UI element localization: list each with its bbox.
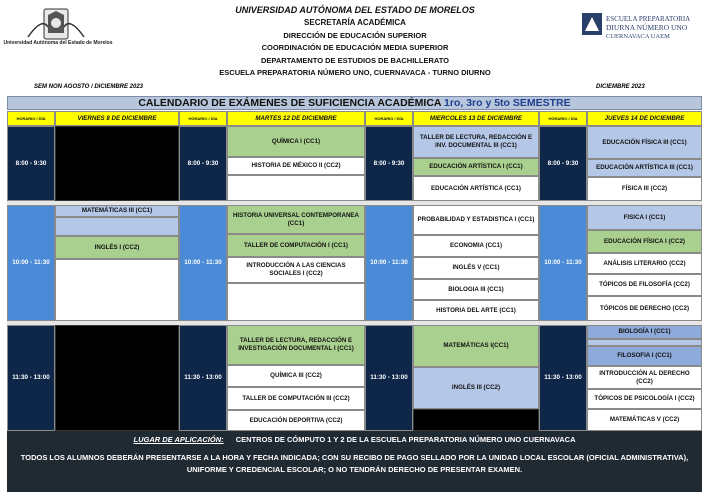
day-header-martes: MARTES 12 DE DICIEMBRE xyxy=(227,111,365,126)
time-slot-1-col3: 8:00 - 9:30 xyxy=(365,126,413,201)
time-slot-3-col4: 11:30 - 13:00 xyxy=(539,325,587,431)
lugar-label: LUGAR DE APLICACIÓN: xyxy=(133,435,224,444)
exam-cell: TALLER DE LECTURA, REDACCIÓN E INV. DOCUMENTAL III (CC1) xyxy=(413,126,539,158)
exam-cell: EDUCACIÓN ARTÍSTICA I (CC1) xyxy=(413,158,539,176)
exam-cell: TÓPICOS DE FILOSOFÍA (CC2) xyxy=(587,274,702,296)
semester-label: SEM NON AGOSTO / DICIEMBRE 2023 xyxy=(34,84,144,90)
empty-cell xyxy=(227,175,365,201)
time-slot-3-col2: 11:30 - 13:00 xyxy=(179,325,227,431)
exam-cell: INGLÉS I (CC2) xyxy=(55,236,179,259)
exam-cell: EDUCACIÓN FÍSICA III (CC1) xyxy=(587,126,702,159)
empty-block xyxy=(55,126,179,201)
coordinacion: COORDINACIÓN DE EDUCACIÓN MEDIA SUPERIOR xyxy=(261,43,449,52)
time-slot-2-col3: 10:00 - 11:30 xyxy=(365,205,413,321)
direccion: DIRECCIÓN DE EDUCACIÓN SUPERIOR xyxy=(283,30,427,40)
calendar-title-main: CALENDARIO DE EXÁMENES DE SUFICIENCIA ACADÉMICA xyxy=(138,97,442,109)
uaem-logo-caption: Universidad Autónoma del Estado de Morelos xyxy=(3,40,113,46)
exam-cell: HISTORIA UNIVERSAL CONTEMPORANEA (CC1) xyxy=(227,205,365,234)
exam-cell: ANÁLISIS LITERARIO (CC2) xyxy=(587,253,702,274)
prepa-uno-logo xyxy=(582,9,694,49)
exam-cell: QUÍMICA I (CC1) xyxy=(227,126,365,157)
exam-cell: INTRODUCCIÓN A LAS CIENCIAS SOCIALES I (CC2) xyxy=(227,257,365,283)
empty-block xyxy=(55,325,179,431)
exam-cell: TÓPICOS DE PSICOLOGÍA I (CC2) xyxy=(587,389,702,409)
lugar-value: CENTROS DE CÓMPUTO 1 Y 2 DE LA ESCUELA PREPARATORIA NÚMERO UNO CUERNAVACA xyxy=(235,435,576,444)
horario-header-1: HORARIO / DÍA xyxy=(7,111,55,126)
time-slot-2-col2: 10:00 - 11:30 xyxy=(179,205,227,321)
prepa-logo-line3: CUERNAVACA UAEM xyxy=(606,33,670,40)
exam-cell: QUÍMICA III (CC2) xyxy=(227,365,365,387)
exam-cell: EDUCACIÓN ARTÍSTICA III (CC1) xyxy=(587,159,702,177)
time-slot-2-col4: 10:00 - 11:30 xyxy=(539,205,587,321)
calendar-title-sub: 1ro, 3ro y 5to SEMESTRE xyxy=(444,97,571,109)
horario-header-3: HORARIO / DÍA xyxy=(365,111,413,126)
time-slot-1-col4: 8:00 - 9:30 xyxy=(539,126,587,201)
exam-cell: FISICA I (CC1) xyxy=(587,205,702,230)
exam-cell: FÍSICA III (CC2) xyxy=(587,177,702,201)
lugar-line xyxy=(7,431,702,446)
empty-cell xyxy=(55,259,179,321)
university-name: UNIVERSIDAD AUTÓNOMA DEL ESTADO DE MORELOS xyxy=(235,5,475,15)
empty-cell xyxy=(55,217,179,236)
document-header xyxy=(0,0,709,92)
escuela: ESCUELA PREPARATORIA NÚMERO UNO, CUERNAVACA - TURNO DIURNO xyxy=(219,68,491,77)
empty-cell xyxy=(227,283,365,321)
horario-header-4: HORARIO / DÍA xyxy=(539,111,587,126)
exam-cell: MATEMÁTICAS I(CC1) xyxy=(413,325,539,367)
exam-cell: BIOLOGÍA I (CC1) xyxy=(587,325,702,339)
exam-cell: FILOSOFIA I (CC1) xyxy=(587,346,702,366)
empty-cell xyxy=(587,339,702,346)
time-slot-1-col2: 8:00 - 9:30 xyxy=(179,126,227,201)
empty-block xyxy=(413,409,539,431)
time-slot-3-col3: 11:30 - 13:00 xyxy=(365,325,413,431)
day-header-miercoles: MIERCOLES 13 DE DICIEMBRE xyxy=(413,111,539,126)
day-header-viernes: VIERNES 8 DE DICIEMBRE xyxy=(55,111,179,126)
exam-cell: TALLER DE COMPUTACIÓN I (CC1) xyxy=(227,234,365,257)
time-slot-2-col1: 10:00 - 11:30 xyxy=(7,205,55,321)
exam-cell: MATEMÁTICAS III (CC1) xyxy=(55,205,179,217)
secretaria: SECRETARÍA ACADÉMICA xyxy=(304,18,406,27)
footer-notice xyxy=(7,431,702,492)
exam-cell: INGLÉS V (CC1) xyxy=(413,257,539,279)
exam-cell: TÓPICOS DE DERECHO (CC2) xyxy=(587,296,702,321)
exam-cell: EDUCACIÓN FÍSICA I (CC2) xyxy=(587,230,702,253)
exam-cell: PROBABILIDAD Y ESTADISTICA I (CC1) xyxy=(413,205,539,235)
exam-cell: TALLER DE LECTURA, REDACCIÓN E INVESTIGACIÓN DOCUMENTAL I (CC1) xyxy=(227,325,365,365)
time-slot-3-col1: 11:30 - 13:00 xyxy=(7,325,55,431)
month-label: DICIEMBRE 2023 xyxy=(596,84,645,90)
exam-cell: BIOLOGIA III (CC1) xyxy=(413,279,539,300)
prepa-logo-line2: DIURNA NÚMERO UNO xyxy=(606,23,688,32)
day-header-jueves: JUEVES 14 DE DICIEMBRE xyxy=(587,111,702,126)
exam-cell: HISTORIA DEL ARTE (CC1) xyxy=(413,300,539,321)
header-titles xyxy=(180,4,530,80)
attendance-notice: TODOS LOS ALUMNOS DEBERÁN PRESENTARSE A LA HORA Y FECHA INDICADA; CON SU RECIBO DE PAGO SELLADO POR LA UNIDAD LOCAL ESCOLAR (OFICIAL ADMINISTRATIVA), UNIFORME Y CREDENCIAL ESCOLAR; O NO TENDRÁN DERECHO DE PRESENTAR EXAMEN. xyxy=(20,453,689,474)
exam-cell: HISTORIA DE MÉXICO II (CC2) xyxy=(227,157,365,175)
schedule-grid xyxy=(7,111,702,431)
exam-cell: EDUCACIÓN ARTÍSTICA (CC1) xyxy=(413,176,539,201)
exam-cell: MATEMÁTICAS V (CC2) xyxy=(587,409,702,431)
departamento: DEPARTAMENTO DE ESTUDIOS DE BACHILLERATO xyxy=(260,55,450,65)
calendar-title xyxy=(7,96,702,110)
exam-cell: ECONOMIA (CC1) xyxy=(413,235,539,257)
exam-cell: TALLER DE COMPUTACIÓN III (CC2) xyxy=(227,387,365,410)
exam-cell: INTRODUCCIÓN AL DERECHO (CC2) xyxy=(587,366,702,389)
exam-cell: INGLÉS III (CC2) xyxy=(413,367,539,409)
time-slot-1-col1: 8:00 - 9:30 xyxy=(7,126,55,201)
prepa-logo-line1: ESCUELA PREPARATORIA xyxy=(606,15,691,23)
horario-header-2: HORARIO / DÍA xyxy=(179,111,227,126)
exam-cell: EDUCACIÓN DEPORTIVA (CC2) xyxy=(227,410,365,431)
